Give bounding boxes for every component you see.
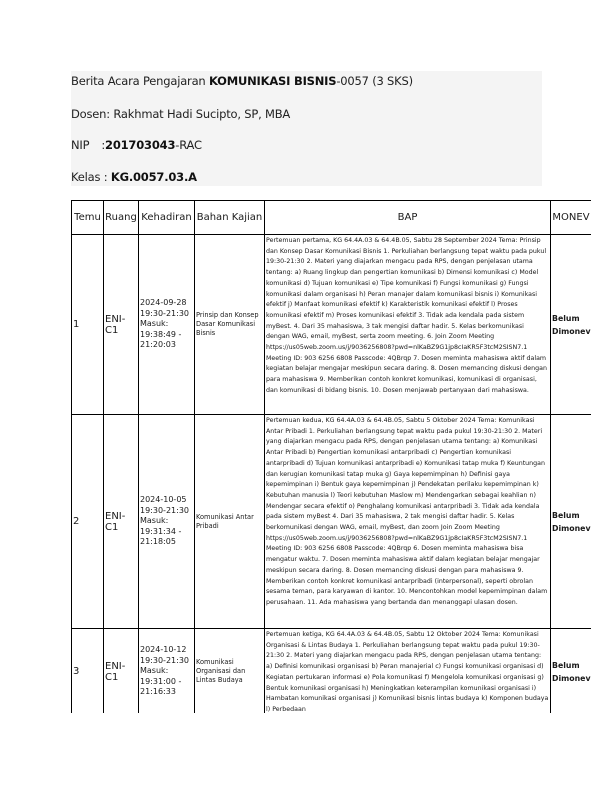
bap-cell [265, 415, 551, 629]
course-name: KOMUNIKASI BISNIS [208, 74, 337, 88]
room-code: ENI-C1 [104, 415, 139, 629]
bap-cell [265, 235, 551, 415]
meeting-number: 1 [72, 235, 104, 415]
document-title: Berita Acara Pengajaran KOMUNIKASI BISNIS-0057 (3 SKS) [71, 74, 413, 88]
table-row [72, 629, 592, 714]
col-header-ruang: Ruang [104, 201, 139, 235]
table-header-row [72, 201, 592, 235]
attendance-info: 2024-10-05 19:30-21:30 Masuk: 19:31:34 - 21:18:05 [139, 415, 195, 629]
nip-line: NIP :201703043-RAC [71, 138, 202, 152]
bap-text: Pertemuan kedua, KG 64.4A.03 & 64.4B.05, Sabtu 5 Oktober 2024 Tema: Komunikasi Antar Pribadi 1. Perkuliahan berlangsung tepat waktu pada pukul 19:30-21:30 2. Materi yang diajarkan mengacu pada RPS, dengan penjelasan utama tentang: a) Komunikasi Antar Pribadi b) Pengertian komunikasi antarpribadi c) Pengertian komunikasi antarpribadi d) Tujuan komunikasi antarpribadi e) Komunikasi tatap muka f) Keuntungan dan kerugian komunikasi tatap muka g) Gaya kepemimpinan h) Definisi gaya kepemimpinan i) Bentuk gaya kepemimpinan j) Pendekatan perilaku kepemimpinan k) Kebutuhan manusia l) Teori kebutuhan Maslow m) Mendengarkan sebagai keahlian n) Mendengar secara efektif o) Penghalang komunikasi antarpribadi 3. Tidak ada kendala pada sistem myBest 4. Dari 35 mahasiswa, 2 tak mengisi daftar hadir. 5. Kelas berkomunikasi dengan WAG, email, myBest, dan zoom Join Zoom Meeting https://us05web.zoom.us/j/9036256808?pwd=nlKaBZ9G1jp8cIaKR5F3tcM2SISN7.1 Meeting ID: 903 6256 6808 Passcode: 4QBrqp 6. Dosen meminta mahasiswa bisa mengatur waktu. 7. Dosen meminta mahasiswa aktif dalam kegiatan belajar mengajar meskipun secara daring. 8. Dosen memancing diskusi dengan para mahasiswa 9. Memberikan contoh konkret komunikasi antarpribadi (interpersonal), seperti obrolan sesama teman, para karyawan di kantor. 10. Mencontohkan model kepemimpinan dalam perusahaan. 11. Ada mahasiswa yang bertanda dan menanggapi ulasan dosen. [266, 417, 548, 606]
bap-cell [265, 629, 551, 714]
bap-table-wrapper [71, 200, 591, 713]
room-code: ENI-C1 [104, 235, 139, 415]
table-row [72, 415, 592, 629]
nip-number: 201703043 [105, 138, 176, 152]
lecturer-line: Dosen: Rakhmat Hadi Sucipto, SP, MBA [71, 107, 291, 121]
header-block [71, 71, 542, 186]
lecturer-name: Rakhmat Hadi Sucipto, SP, MBA [113, 107, 291, 121]
col-header-bap: BAP [265, 201, 551, 235]
class-code: KG.0057.03.A [110, 170, 197, 184]
topic: Prinsip dan Konsep Dasar Komunikasi Bisnis [195, 235, 265, 415]
monev-status: Belum Dimonev [551, 629, 592, 714]
topic: Komunikasi Organisasi dan Lintas Budaya [195, 629, 265, 714]
class-line: Kelas : KG.0057.03.A [71, 170, 197, 184]
col-header-temu: Temu [72, 201, 104, 235]
attendance-info: 2024-10-12 19:30-21:30 Masuk: 19:31:00 - 21:16:33 [139, 629, 195, 714]
monev-status: Belum Dimonev [551, 415, 592, 629]
topic: Komunikasi Antar Pribadi [195, 415, 265, 629]
col-header-kehadiran: Kehadiran [139, 201, 195, 235]
room-code: ENI-C1 [104, 629, 139, 714]
col-header-bahan-kajian: Bahan Kajian [195, 201, 265, 235]
table-row [72, 235, 592, 415]
monev-status: Belum Dimonev [551, 235, 592, 415]
bap-table [71, 200, 591, 713]
attendance-info: 2024-09-28 19:30-21:30 Masuk: 19:38:49 - 21:20:03 [139, 235, 195, 415]
meeting-number: 2 [72, 415, 104, 629]
col-header-monev: MONEV [551, 201, 592, 235]
bap-text: Pertemuan ketiga, KG 64.4A.03 & 64.4B.05, Sabtu 12 Oktober 2024 Tema: Komunikasi Organisasi & Lintas Budaya 1. Perkuliahan berlangsung tepat waktu pada pukul 19:30-21:30 2. Materi yang diajarkan mengacu pada RPS, dengan penjelasan utama tentang: a) Definisi komunikasi organisasi b) Peran manajerial c) Fungsi komunikasi organisasi d) Kegiatan pertukaran informasi e) Pola komunikasi f) Mengelola komunikasi organisasi g) Bentuk komunikasi organisasi h) Meningkatkan keterampilan komunikasi organisasi i) Hambatan komunikasi organisasi j) Komunikasi bisnis lintas budaya k) Komponen budaya l) Perbedaan [266, 631, 549, 713]
bap-text: Pertemuan pertama, KG 64.4A.03 & 64.4B.05, Sabtu 28 September 2024 Tema: Prinsip dan Konsep Dasar Komunikasi Bisnis 1. Perkuliahan berlangsung tepat waktu pada pukul 19:30-21:30 2. Materi yang diajarkan mengacu pada RPS, dengan penjelasan utama tentang: a) Ruang lingkup dan pengertian komunikasi b) Dimensi komunikasi c) Model komunikasi d) Tujuan komunikasi e) Tipe komunikasi f) Fungsi komunikasi g) Fungsi komunikasi dalam organisasi h) Peran manajer dalam komunikasi bisnis i) Komunikasi efektif j) Manfaat komunikasi efektif k) Karakteristik komunikasi efektif l) Proses komunikasi efektif m) Proses komunikasi efektif 3. Tidak ada kendala pada sistem myBest. 4. Dari 35 mahasiswa, 3 tak mengisi daftar hadir. 5. Kelas berkomunikasi dengan WAG, email, myBest, serta zoom meeting. 6. Join Zoom Meeting https://us05web.zoom.us/j/9036256808?pwd=nlKaBZ9G1jp8cIaKR5F3tcM2SISN7.1 Meeting ID: 903 6256 6808 Passcode: 4QBrqp 7. Dosen meminta mahasiswa aktif dalam kegiatan belajar mengajar meskipun secara daring. 8. Dosen memancing diskusi dengan para mahasiswa 9. Memberikan contoh konkret komunikasi, komunikasi di organisasi, dan komunikasi di bidang bisnis. 10. Dosen menjawab pertanyaan dari mahasiswa. [266, 237, 547, 394]
meeting-number: 3 [72, 629, 104, 714]
